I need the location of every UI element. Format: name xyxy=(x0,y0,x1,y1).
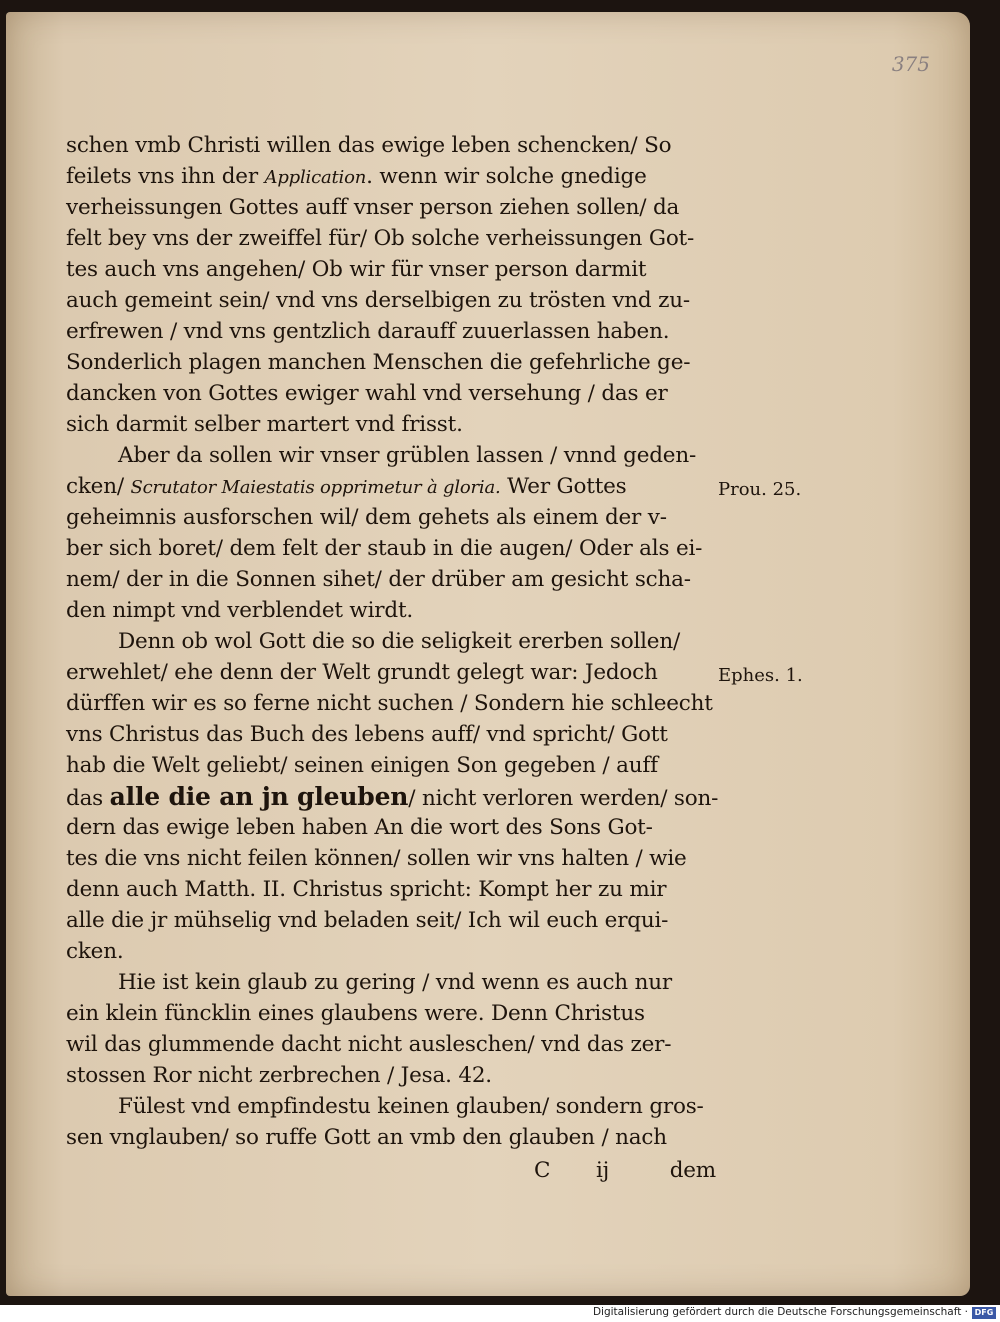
text-run: / nicht verloren werden/ son- xyxy=(408,786,719,811)
footer-credit: Digitalisierung gefördert durch die Deutsche Forschungsgemeinschaft · xyxy=(592,1306,968,1318)
emphasis-phrase: alle die an jn gleuben xyxy=(109,782,409,811)
signature-number: ij xyxy=(596,1158,610,1183)
latin-phrase: Application xyxy=(264,167,367,188)
text-run: Fülest vnd empfindestu keinen glauben/ sondern gros- xyxy=(118,1094,704,1119)
text-line xyxy=(66,1029,716,1060)
text-run: nem/ der in die Sonnen sihet/ der drüber am gesicht scha- xyxy=(66,567,691,592)
folio-number: 375 xyxy=(891,52,930,76)
text-line xyxy=(66,595,716,626)
dfg-logo: DFG xyxy=(972,1307,996,1319)
text-run: geheimnis ausforschen wil/ dem gehets als einem der v- xyxy=(66,505,667,530)
text-run: dancken von Gottes ewiger wahl vnd versehung / das er xyxy=(66,381,668,406)
text-run: Wer Gottes xyxy=(500,474,627,499)
text-line xyxy=(66,378,716,409)
text-run: den nimpt vnd verblendet wirdt. xyxy=(66,598,414,623)
text-run: Hie ist kein glaub zu gering / vnd wenn es auch nur xyxy=(118,970,672,995)
text-line xyxy=(66,998,716,1029)
text-line xyxy=(66,1091,716,1122)
text-run: felt bey vns der zweiffel für/ Ob solche verheissungen Got- xyxy=(66,226,695,251)
margin-note-prov: Prou. 25. xyxy=(718,479,802,500)
text-line xyxy=(66,626,716,657)
text-run: auch gemeint sein/ vnd vns derselbigen zu trösten vnd zu- xyxy=(66,288,690,313)
signature-mark: C xyxy=(534,1158,551,1183)
text-run: Sonderlich plagen manchen Menschen die gefehrliche ge- xyxy=(66,350,691,375)
text-run: sich darmit selber martert vnd frisst. xyxy=(66,412,463,437)
text-run: Aber da sollen wir vnser grüblen lassen / vnnd geden- xyxy=(118,443,697,468)
text-line xyxy=(66,130,716,161)
text-line xyxy=(66,533,716,564)
text-run: cken/ xyxy=(66,474,131,499)
text-line xyxy=(66,905,716,936)
text-line xyxy=(66,161,716,192)
text-run: ber sich boret/ dem felt der staub in die augen/ Oder als ei- xyxy=(66,536,703,561)
text-run: feilets vns ihn der xyxy=(66,164,265,189)
text-run: stossen Ror nicht zerbrechen / Jesa. 42. xyxy=(66,1063,492,1088)
footer-bar xyxy=(0,1305,1000,1322)
text-line xyxy=(66,440,716,471)
text-run: denn auch Matth. II. Christus spricht: Kompt her zu mir xyxy=(66,877,667,902)
text-line xyxy=(66,409,716,440)
text-run: dern das ewige leben haben An die wort des Sons Got- xyxy=(66,815,653,840)
text-line xyxy=(66,657,716,688)
text-run: erfrewen / vnd vns gentzlich darauff zuuerlassen haben. xyxy=(66,319,670,344)
text-line xyxy=(66,781,719,812)
text-line xyxy=(66,967,716,998)
text-run: wil das glummende dacht nicht ausleschen/ vnd das zer- xyxy=(66,1032,672,1057)
text-run: sen vnglauben/ so ruffe Gott an vmb den glauben / nach xyxy=(66,1125,667,1150)
text-run: alle die jr mühselig vnd beladen seit/ Ich wil euch erqui- xyxy=(66,908,669,933)
text-line xyxy=(66,1122,716,1153)
text-line xyxy=(66,471,716,502)
text-line xyxy=(66,223,716,254)
text-run: cken. xyxy=(66,939,124,964)
catchword: dem xyxy=(669,1158,716,1183)
text-line xyxy=(66,688,716,719)
text-run: tes auch vns angehen/ Ob wir für vnser person darmit xyxy=(66,257,647,282)
text-run: tes die vns nicht feilen können/ sollen wir vns halten / wie xyxy=(66,846,687,871)
text-run: schen vmb Christi willen das ewige leben schencken/ So xyxy=(66,133,672,158)
latin-phrase: Scrutator Maiestatis opprimetur à gloria. xyxy=(130,477,501,498)
text-run: Denn ob wol Gott die so die seligkeit ererben sollen/ xyxy=(118,629,681,654)
body-text xyxy=(66,130,719,1186)
text-line xyxy=(66,812,716,843)
text-run: ein klein füncklin eines glaubens were. Denn Christus xyxy=(66,1001,645,1026)
text-line xyxy=(66,874,716,905)
text-run: . wenn wir solche gnedige xyxy=(366,164,647,189)
text-run: dürffen wir es so ferne nicht suchen / Sondern hie schleecht xyxy=(66,691,713,716)
text-line xyxy=(66,750,716,781)
margin-note-ephes: Ephes. 1. xyxy=(718,665,803,686)
text-line xyxy=(66,936,716,967)
text-line xyxy=(66,843,716,874)
text-line xyxy=(66,316,716,347)
text-line xyxy=(66,347,716,378)
text-run: erwehlet/ ehe denn der Welt grundt gelegt war: Jedoch xyxy=(66,660,658,685)
text-line xyxy=(66,502,716,533)
text-line xyxy=(66,564,716,595)
text-line xyxy=(66,1060,716,1091)
signature-line xyxy=(66,1155,716,1186)
text-line xyxy=(66,192,716,223)
text-run: das xyxy=(66,786,110,811)
book-page xyxy=(6,12,970,1296)
text-run: verheissungen Gottes auff vnser person ziehen sollen/ da xyxy=(66,195,680,220)
text-run: vns Christus das Buch des lebens auff/ vnd spricht/ Gott xyxy=(66,722,668,747)
text-line xyxy=(66,719,716,750)
text-run: hab die Welt geliebt/ seinen einigen Son gegeben / auff xyxy=(66,753,658,778)
text-line xyxy=(66,254,716,285)
text-line xyxy=(66,285,716,316)
